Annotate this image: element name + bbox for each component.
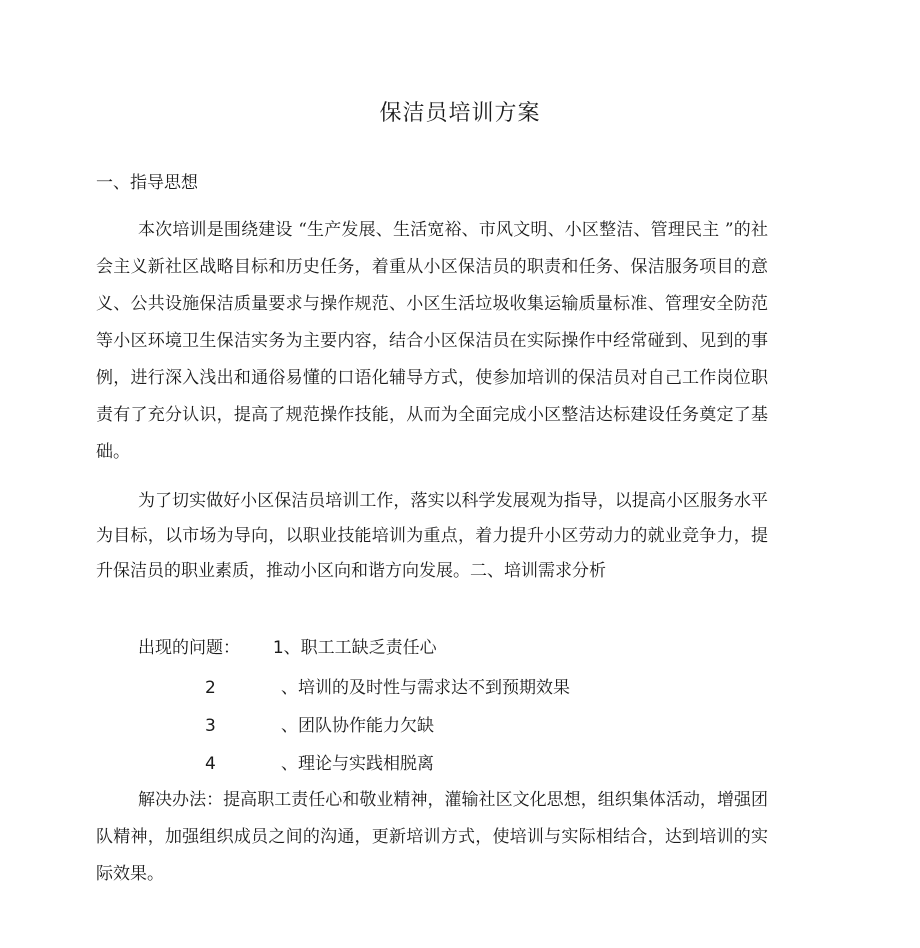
problems-row-3 xyxy=(205,711,434,736)
paragraph-training-goals: 为了切实做好小区保洁员培训工作，落实以科学发展观为指导，以提高小区服务水平为目标，以市场为导向，以职业技能培训为重点，着力提升小区劳动力的就业竞争力，提升保洁员的职业素质，推动小区向和谐方向发展。二、培训需求分析 xyxy=(96,491,768,581)
problem-number: 4 xyxy=(205,754,216,774)
problem-text: 、理论与实践相脱离 xyxy=(281,754,434,774)
problems-label: 出现的问题： xyxy=(138,638,240,658)
paragraph-training-overview: 本次培训是围绕建设 “生产发展、生活宽裕、市风文明、小区整洁、管理民主 ”的社会主义新社区战略目标和历史任务，着重从小区保洁员的职责和任务、保洁服务项目的意义、公共设施保洁质量要求与操作规范、小区生活垃圾收集运输质量标准、管理安全防范等小区环境卫生保洁实务为主要内容，结合小区保洁员在实际操作中经常碰到、见到的事例，进行深入浅出和通俗易懂的口语化辅导方式，使参加培训的保洁员对自己工作岗位职责有了充分认识，提高了规范操作技能，从而为全面完成小区整洁达标建设任务奠定了基础。 xyxy=(96,220,768,462)
problem-number: 3 xyxy=(205,716,216,736)
problems-row-4 xyxy=(205,749,434,774)
problems-row-1 xyxy=(138,633,437,658)
problem-text: 、职工工缺乏责任心 xyxy=(283,638,437,658)
paragraph-solution: 解决办法：提高职工责任心和敬业精神，灌输社区文化思想，组织集体活动，增强团队精神，加强组织成员之间的沟通，更新培训方式，使培训与实际相结合，达到培训的实际效果。 xyxy=(96,790,768,884)
section-heading-guiding-ideology: 一、指导思想 xyxy=(96,173,198,193)
problem-number: 2 xyxy=(205,678,216,698)
document-title: 保洁员培训方案 xyxy=(379,101,541,126)
problems-row-2 xyxy=(205,673,570,698)
problem-text: 、培训的及时性与需求达不到预期效果 xyxy=(281,678,570,698)
problem-number: 1 xyxy=(272,638,284,658)
problem-text: 、团队协作能力欠缺 xyxy=(281,716,434,736)
